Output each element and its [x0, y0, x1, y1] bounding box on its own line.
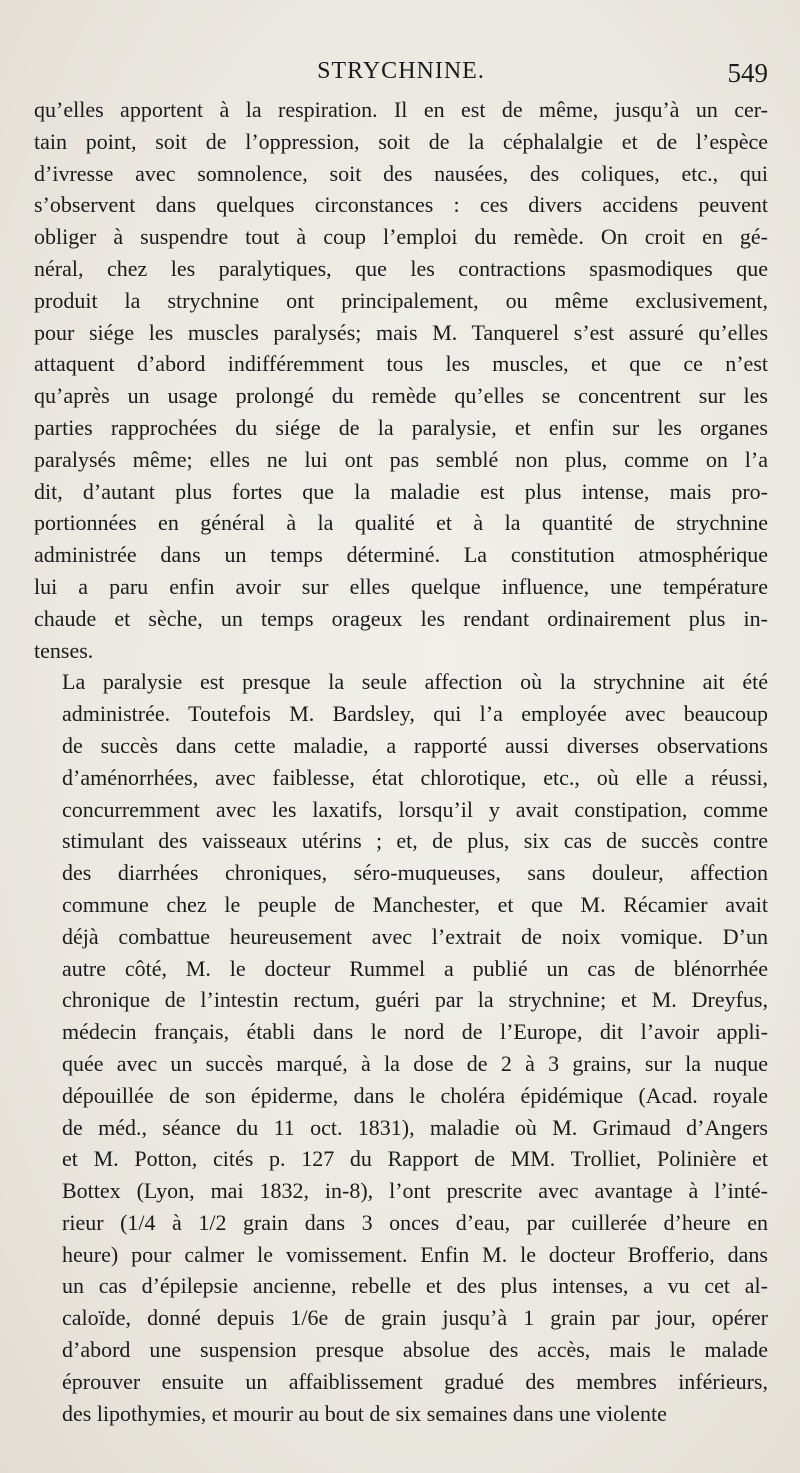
text-line: des diarrhées chroniques, séro-muqueuses, sans douleur, affection [62, 860, 768, 886]
text-line: administrée dans un temps déterminé. La constitution atmosphérique [34, 542, 768, 568]
text-line: portionnées en général à la qualité et à la quantité de strychnine [34, 510, 768, 536]
text-line: dépouillée de son épiderme, dans le choléra épidémique (Acad. royale [62, 1082, 768, 1108]
text-line: de succès dans cette maladie, a rapporté aussi diverses observations [62, 732, 768, 758]
page-header [34, 58, 768, 98]
text-line: caloïde, donné depuis 1/6e de grain jusqu’à 1 grain par jour, opérer [62, 1305, 768, 1331]
text-line: lui a paru enfin avoir sur elles quelque influence, une température [34, 573, 768, 599]
text-line: La paralysie est presque la seule affection où la strychnine ait été [62, 669, 768, 695]
text-line: tain point, soit de l’oppression, soit de la céphalalgie et de l’espèce [34, 128, 768, 154]
text-line: chaude et sèche, un temps orageux les rendant ordinairement plus in- [34, 605, 768, 631]
text-line: quée avec un succès marqué, à la dose de 2 à 3 grains, sur la nuque [62, 1050, 768, 1076]
text-line: autre côté, M. le docteur Rummel a publié un cas de blénorrhée [62, 955, 768, 981]
text-line: rieur (1/4 à 1/2 grain dans 3 onces d’eau, par cuillerée d’heure en [62, 1209, 768, 1235]
text-line: obliger à suspendre tout à coup l’emploi du remède. On croit en gé- [34, 224, 768, 250]
text-line: de méd., séance du 11 oct. 1831), maladie où M. Grimaud d’Angers [62, 1114, 768, 1140]
text-line: d’ivresse avec somnolence, soit des nausées, des coliques, etc., qui [34, 160, 768, 186]
text-line: d’aménorrhées, avec faiblesse, état chlorotique, etc., où elle a réussi, [62, 764, 768, 790]
text-line: attaquent d’abord indifféremment tous les muscles, et que ce n’est [34, 351, 768, 377]
text-line: un cas d’épilepsie ancienne, rebelle et des plus intenses, a vu cet al- [62, 1273, 768, 1299]
text-line: d’abord une suspension presque absolue des accès, mais le malade [62, 1337, 768, 1363]
text-line: heure) pour calmer le vomissement. Enfin M. le docteur Brofferio, dans [62, 1241, 768, 1267]
text-body [34, 94, 768, 1429]
text-line: chronique de l’intestin rectum, guéri par la strychnine; et M. Dreyfus, [62, 987, 768, 1013]
text-line: pour siége les muscles paralysés; mais M. Tanquerel s’est assuré qu’elles [34, 319, 768, 345]
page-number: 549 [727, 58, 768, 88]
paragraph-1 [34, 94, 768, 666]
text-line: stimulant des vaisseaux utérins ; et, de plus, six cas de succès contre [62, 828, 768, 854]
text-line: commune chez le peuple de Manchester, et que M. Récamier avait [62, 891, 768, 917]
text-line: produit la strychnine ont principalement, ou même exclusivement, [34, 287, 768, 313]
text-line: et M. Potton, cités p. 127 du Rapport de MM. Trolliet, Polinière et [62, 1146, 768, 1172]
text-line: des lipothymies, et mourir au bout de six semaines dans une violente [62, 1400, 667, 1426]
text-line: qu’après un usage prolongé du remède qu’elles se concentrent sur les [34, 383, 768, 409]
text-line: parties rapprochées du siége de la paralysie, et enfin sur les organes [34, 414, 768, 440]
paragraph-2 [34, 666, 768, 1429]
text-line: tenses. [34, 637, 94, 663]
text-line: paralysés même; elles ne lui ont pas semblé non plus, comme on l’a [34, 446, 768, 472]
text-line: déjà combattue heureusement avec l’extrait de noix vomique. D’un [62, 923, 768, 949]
running-title: STRYCHNINE. [317, 58, 485, 84]
text-line: éprouver ensuite un affaiblissement gradué des membres inférieurs, [62, 1368, 768, 1394]
text-line: s’observent dans quelques circonstances : ces divers accidens peuvent [34, 192, 768, 218]
text-line: Bottex (Lyon, mai 1832, in-8), l’ont prescrite avec avantage à l’inté- [62, 1178, 768, 1204]
text-line: dit, d’autant plus fortes que la maladie est plus intense, mais pro- [34, 478, 768, 504]
text-line: néral, chez les paralytiques, que les contractions spasmodiques que [34, 255, 768, 281]
text-line: administrée. Toutefois M. Bardsley, qui l’a employée avec beaucoup [62, 701, 768, 727]
text-line: médecin français, établi dans le nord de l’Europe, dit l’avoir appli- [62, 1019, 768, 1045]
text-line: concurremment avec les laxatifs, lorsqu’il y avait constipation, comme [62, 796, 768, 822]
text-line: qu’elles apportent à la respiration. Il en est de même, jusqu’à un cer- [34, 97, 768, 122]
